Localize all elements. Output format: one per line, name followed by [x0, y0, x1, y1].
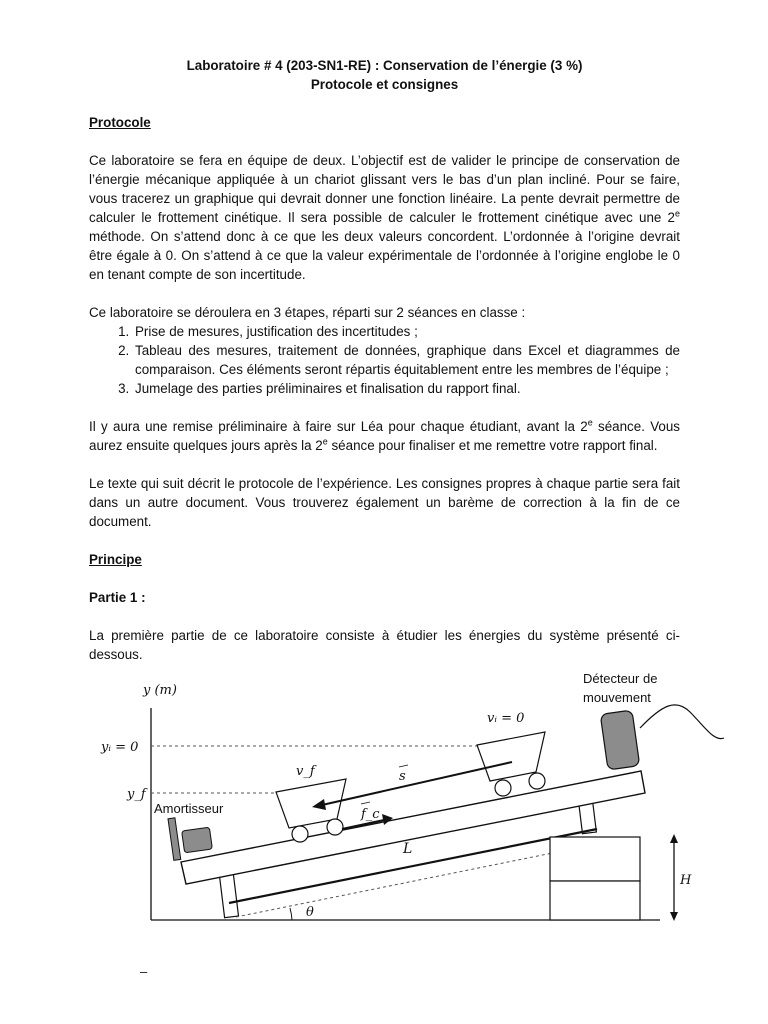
support-block-top	[550, 837, 640, 881]
friction-label: f_c	[361, 807, 380, 822]
cart-final-wheel-left	[292, 826, 308, 842]
height-label: H	[680, 873, 692, 888]
vf-label: v_f	[296, 764, 315, 779]
section-heading-principe: Principe	[89, 552, 142, 567]
inclined-plane-diagram	[90, 668, 740, 933]
document-title: Laboratoire # 4 (203-SN1-RE) : Conservation de l’énergie (3 %)	[186, 58, 583, 73]
document-subtitle: Protocole et consignes	[310, 77, 459, 92]
theta-label: θ	[306, 905, 314, 920]
displacement-vector	[322, 762, 512, 805]
cart-initial-wheel-right	[529, 773, 545, 789]
protocole-paragraph-1: Ce laboratoire se fera en équipe de deux. L’objectif est de valider le principe de conservation de l’énergie mécanique appliquée à un chariot glissant vers le bas d’un plan incliné. Pour se faire, vous tracerez un graphique qui devrait donner une fonction linéaire. La pente devrait permettre de calculer le frottement cinétique. Il sera possible de calculer le frottement cinétique avec une 2e méthode. On s’attend donc à ce que les deux valeurs concordent. L’ordonnée à l’origine devrait être égale à 0. On s’attend à ce que la valeur expérimentale de l’ordonnée à l’origine englobe le 0 en tenant compte de son incertitude.	[89, 153, 680, 282]
friction-label-arrow	[361, 802, 370, 804]
partie-1-paragraph: La première partie de ce laboratoire consiste à étudier les énergies du système présenté ci-dessous.	[89, 628, 680, 662]
length-label: L	[403, 841, 413, 857]
y-axis-label: y (m)	[143, 683, 177, 698]
yf-label: y_f	[127, 787, 146, 802]
displacement-label-arrow	[399, 765, 408, 767]
protocole-paragraph-2: Ce laboratoire se déroulera en 3 étapes, réparti sur 2 séances en classe :	[89, 305, 526, 320]
displacement-label: s	[399, 769, 406, 784]
footer-dash: –	[140, 964, 148, 979]
detector-cable	[640, 705, 724, 739]
height-arrow-head-bottom	[670, 912, 678, 921]
support-block-bottom	[550, 881, 640, 920]
document-page	[89, 56, 680, 664]
amortisseur-plate	[168, 818, 181, 861]
length-line	[229, 829, 597, 903]
motion-detector	[600, 710, 639, 770]
section-heading-protocole: Protocole	[89, 115, 151, 130]
yi-label: yᵢ = 0	[101, 740, 139, 755]
list-item: 2. Tableau des mesures, traitement de données, graphique dans Excel et diagrammes de comparaison. Ces éléments seront répartis équitablement entre les membres de l’équipe ;	[133, 341, 680, 379]
amortisseur-label: Amortisseur	[154, 801, 224, 816]
list-item: 3. Jumelage des parties préliminaires et finalisation du rapport final.	[133, 379, 680, 398]
cart-final-wheel-right	[327, 819, 343, 835]
detector-label-line-2: mouvement	[583, 690, 651, 705]
height-arrow-head-top	[670, 834, 678, 843]
detector-label-line-1: Détecteur de	[583, 671, 658, 686]
theta-arc	[290, 908, 292, 920]
left-support	[219, 874, 238, 917]
protocole-paragraph-3: Il y aura une remise préliminaire à faire sur Léa pour chaque étudiant, avant la 2e séance. Vous aurez ensuite quelques jours après la 2e séance pour finaliser et me remettre votre rapport final.	[89, 417, 680, 453]
protocole-paragraph-4: Le texte qui suit décrit le protocole de l’expérience. Les consignes propres à chaque partie sera fait dans un autre document. Vous trouverez également un barème de correction à la fin de ce document.	[89, 476, 680, 529]
steps-list	[89, 322, 680, 398]
cart-initial-wheel-left	[495, 780, 511, 796]
list-item: 1. Prise de mesures, justification des incertitudes ;	[133, 322, 680, 341]
partie-1-heading: Partie 1 :	[89, 590, 146, 605]
amortisseur-block	[182, 827, 213, 853]
vi-label: vᵢ = 0	[487, 711, 525, 726]
